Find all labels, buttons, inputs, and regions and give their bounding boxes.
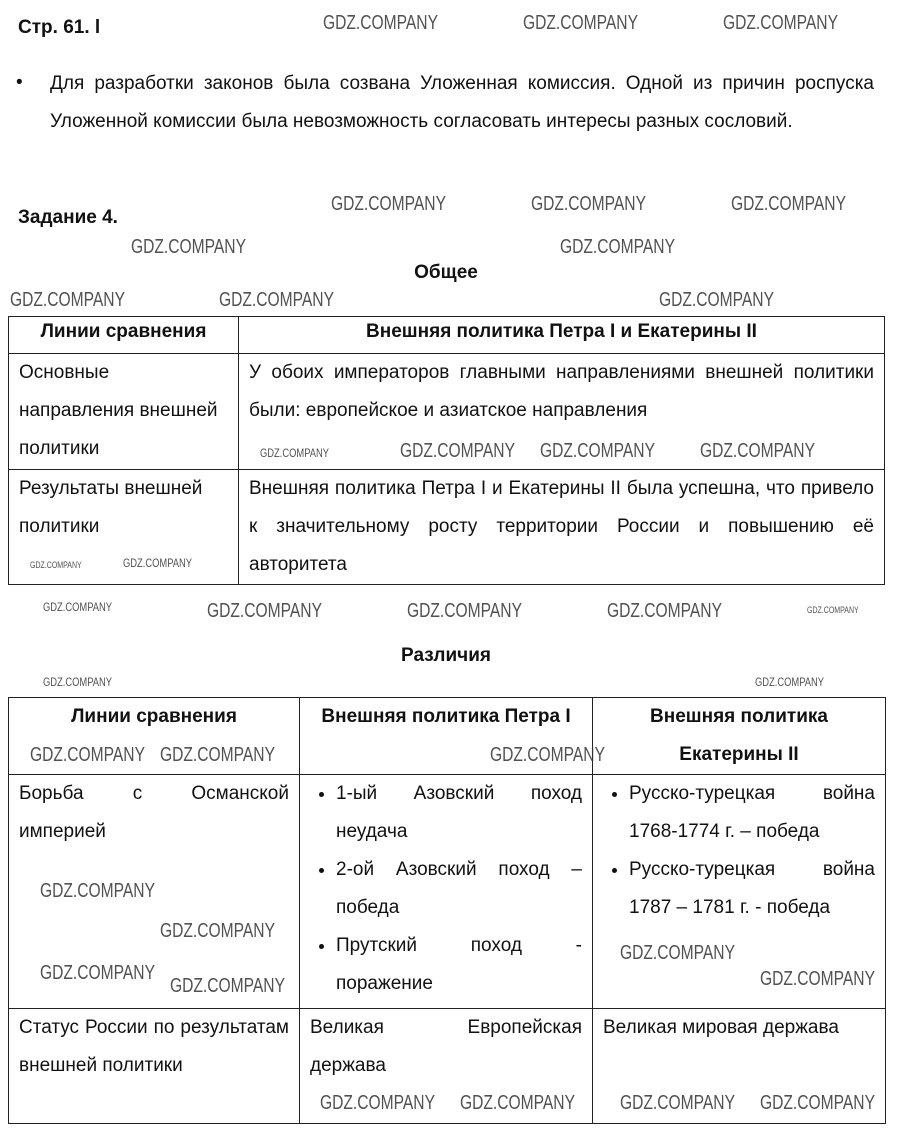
watermark: GDZ.COMPANY	[755, 675, 824, 689]
header-cell: Внешняя политика Петра I и Екатерины II	[239, 317, 885, 354]
table-row	[9, 317, 885, 354]
list-item: • 2-ой Азовский поход – победа	[336, 851, 582, 927]
header-cell: Внешняя политика Петра I	[300, 698, 593, 775]
watermark: GDZ.COMPANY	[219, 289, 334, 311]
watermark: GDZ.COMPANY	[30, 560, 82, 570]
cell: Великая Европейская держава	[300, 1009, 593, 1124]
table-diff-caption: Различия	[401, 645, 491, 666]
header-cell: Линии сравнения	[9, 317, 239, 354]
watermark: GDZ.COMPANY	[400, 440, 515, 462]
watermark: GDZ.COMPANY	[160, 920, 275, 942]
watermark: GDZ.COMPANY	[523, 12, 638, 34]
watermark: GDZ.COMPANY	[723, 12, 838, 34]
table-common-caption: Общее	[414, 262, 478, 283]
header-cell: Внешняя политика Екатерины II	[593, 698, 886, 775]
watermark: GDZ.COMPANY	[700, 440, 815, 462]
bullet-paragraph: Для разработки законов была созвана Уложенная комиссия. Одной из причин роспуска Уложенной комиссии была невозможность согласовать интересы разных сословий.	[50, 73, 874, 132]
list-item: • Русско-турецкая война 1768-1774 г. – победа	[629, 775, 875, 851]
watermark: GDZ.COMPANY	[131, 236, 246, 258]
list-item: • Русско-турецкая война 1787 – 1781 г. - победа	[629, 851, 875, 927]
bullet-icon: •	[16, 72, 23, 93]
watermark: GDZ.COMPANY	[207, 600, 322, 622]
watermark: GDZ.COMPANY	[323, 12, 438, 34]
watermark: GDZ.COMPANY	[490, 744, 605, 766]
header-cell: Линии сравнения	[9, 698, 300, 775]
watermark: GDZ.COMPANY	[10, 289, 125, 311]
cell: Внешняя политика Петра I и Екатерины II была успешна, что привело к значительному росту территории России и повышению её авторитета	[239, 470, 885, 585]
watermark: GDZ.COMPANY	[407, 600, 522, 622]
watermark: GDZ.COMPANY	[659, 289, 774, 311]
watermark: GDZ.COMPANY	[123, 556, 192, 570]
watermark: GDZ.COMPANY	[620, 1092, 735, 1114]
watermark: GDZ.COMPANY	[807, 605, 859, 615]
page-header: Стр. 61. l	[18, 17, 101, 38]
watermark: GDZ.COMPANY	[731, 193, 846, 215]
cell: Борьба с Османской империей	[9, 775, 300, 1009]
cell: Великая мировая держава	[593, 1009, 886, 1124]
list-item: • 1-ый Азовский поход неудача	[336, 775, 582, 851]
cell: У обоих императоров главными направлениями внешней политики были: европейское и азиатское направления	[239, 354, 885, 470]
watermark: GDZ.COMPANY	[331, 193, 446, 215]
cell: Результаты внешней политики	[9, 470, 239, 585]
cell: Основные направления внешней политики	[9, 354, 239, 470]
watermark: GDZ.COMPANY	[620, 942, 735, 964]
watermark: GDZ.COMPANY	[760, 968, 875, 990]
watermark: GDZ.COMPANY	[30, 744, 145, 766]
watermark: GDZ.COMPANY	[43, 600, 112, 614]
watermark: GDZ.COMPANY	[607, 600, 722, 622]
watermark: GDZ.COMPANY	[160, 744, 275, 766]
cell: Статус России по результатам внешней политики	[9, 1009, 300, 1124]
watermark: GDZ.COMPANY	[760, 1092, 875, 1114]
watermark: GDZ.COMPANY	[40, 962, 155, 984]
watermark: GDZ.COMPANY	[531, 193, 646, 215]
watermark: GDZ.COMPANY	[560, 236, 675, 258]
table-row	[9, 1009, 886, 1124]
task-title: Задание 4.	[18, 207, 118, 228]
watermark: GDZ.COMPANY	[320, 1092, 435, 1114]
watermark: GDZ.COMPANY	[170, 975, 285, 997]
cell	[300, 775, 593, 1009]
watermark: GDZ.COMPANY	[260, 446, 329, 460]
watermark: GDZ.COMPANY	[43, 675, 112, 689]
list-item: • Прутский поход - поражение	[336, 927, 582, 1003]
watermark: GDZ.COMPANY	[540, 440, 655, 462]
watermark: GDZ.COMPANY	[40, 880, 155, 902]
watermark: GDZ.COMPANY	[460, 1092, 575, 1114]
